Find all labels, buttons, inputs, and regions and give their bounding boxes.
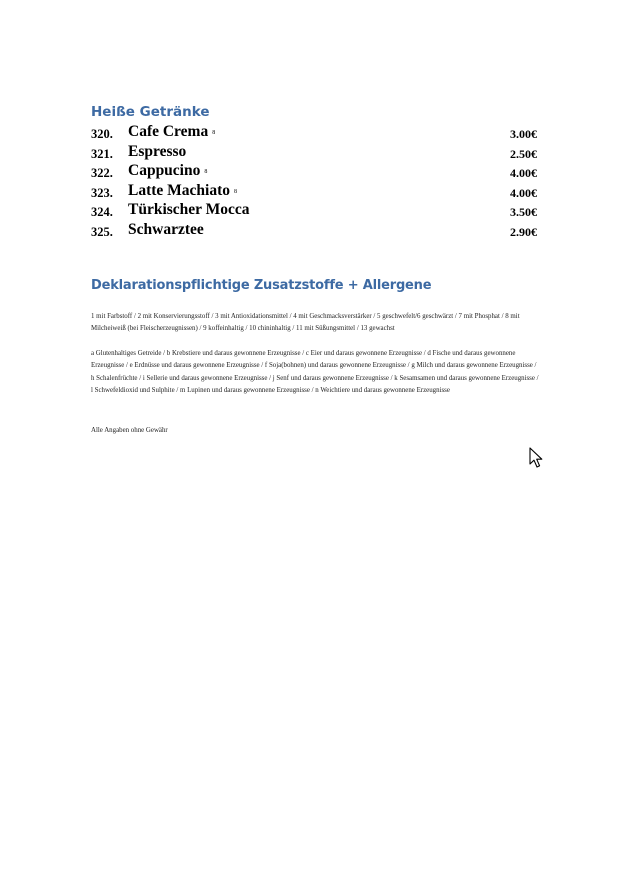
item-name: Türkischer Mocca — [128, 201, 250, 219]
item-number: 321. — [91, 146, 113, 161]
item-name: Cappucino — [128, 162, 201, 180]
item-name-wrapper — [128, 221, 208, 239]
item-price: 4.00€ — [510, 166, 537, 181]
menu-item — [91, 221, 537, 241]
item-additive-note: 8 — [204, 169, 208, 176]
item-price: 2.50€ — [510, 146, 537, 161]
allergens-text: a Glutenhaltiges Getreide / b Krebstiere und daraus gewonnene Erzeugnisse / c Eier und daraus gewonnene Erzeugnisse / d Fische und daraus gewonnene Erzeugnisse / e Erdnüsse und daraus gewonnene Erzeugnisse / f Soja(bohnen) und daraus gewonnene Erzeugnisse / g Milch und daraus gewonnene Erzeugnisse / h Schalenfrüchte / i Sellerie und daraus gewonnene Erzeugnisse / j Senf und daraus gewonnene Erzeugnisse / k Sesamsamen und daraus gewonnene Erzeugnisse / l Schwefeldioxid und Sulphite / m Lupinen und daraus gewonnene Erzeugnisse / n Weichtiere und daraus gewonnene Erzeugnisse — [91, 350, 539, 395]
section-title-hot-drinks: Heiße Getränke — [91, 104, 210, 120]
drinks-menu-list — [91, 123, 537, 241]
item-price: 4.00€ — [510, 185, 537, 200]
menu-item — [91, 123, 537, 143]
item-name-wrapper — [128, 201, 254, 219]
disclaimer-text: Alle Angaben ohne Gewähr — [91, 427, 168, 434]
menu-item — [91, 182, 537, 202]
item-number: 322. — [91, 166, 113, 181]
item-additive-note: 8 — [234, 188, 238, 195]
item-name: Latte Machiato — [128, 181, 231, 199]
item-number: 320. — [91, 127, 113, 141]
item-number: 324. — [91, 205, 113, 220]
additives-text: 1 mit Farbstoff / 2 mit Konservierungsstoff / 3 mit Antioxidationsmittel / 4 mit Geschmacksverstärker / 5 geschwefelt/6 geschwärzt / 7 mit Phosphat / 8 mit Milcheiweiß (bei Fleischerzeugnissen) / 9 koffeinhaltig / 10 chininhaltig / 11 mit Süßungsmittel / 13 gewachst — [91, 313, 520, 333]
item-name-wrapper — [128, 182, 237, 200]
item-name: Cafe Crema — [128, 123, 209, 140]
item-additive-note: 8 — [212, 130, 216, 136]
item-number: 325. — [91, 224, 113, 239]
section-title-declarations: Deklarationspflichtige Zusatzstoffe + Allergene — [91, 278, 432, 293]
item-name: Espresso — [128, 142, 187, 160]
item-name-wrapper — [128, 143, 190, 161]
item-name: Schwarztee — [128, 220, 204, 238]
item-name-wrapper — [128, 162, 207, 180]
item-name-wrapper — [128, 123, 215, 141]
menu-item — [91, 143, 537, 163]
mouse-pointer-icon — [529, 447, 543, 469]
menu-item — [91, 201, 537, 221]
item-price: 3.00€ — [510, 127, 537, 141]
item-number: 323. — [91, 185, 113, 200]
item-price: 3.50€ — [510, 205, 537, 220]
item-price: 2.90€ — [510, 224, 537, 239]
menu-item — [91, 162, 537, 182]
